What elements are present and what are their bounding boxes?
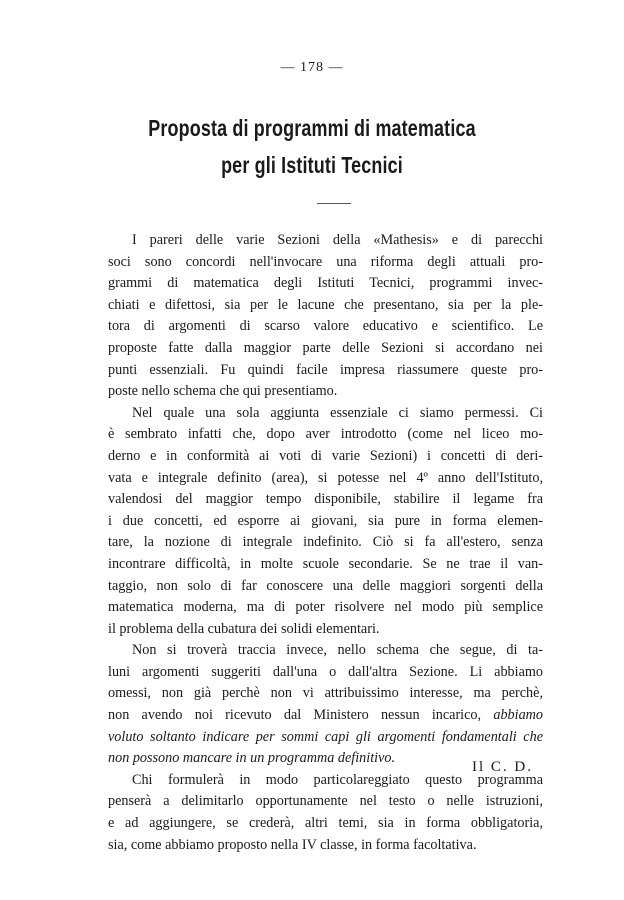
text-line: derno e in conformità ai voti di varie Sezioni) i concetti di deri- [108, 447, 543, 464]
text-line: incontrare difficoltà, in molte scuole secondarie. Se ne trae il van- [108, 555, 543, 572]
title-divider [317, 203, 351, 204]
page-number: — 178 — [280, 60, 344, 75]
text-line: taggio, non solo di far conoscere una delle maggiori sorgenti della [108, 577, 543, 594]
text-line: tora di argomenti di scarso valore educativo e scientifico. Le [108, 318, 543, 335]
text-line: vata e integrale definito (area), si potesse nel 4º anno dell'Istituto, [108, 469, 543, 486]
title-line-1: Proposta di programmi di matematica [148, 115, 476, 141]
text-line-italic: non possono mancare in un programma definitivo. [108, 750, 396, 767]
text-line: chiati e difettosi, sia per le lacune che presentano, sia per la ple- [108, 296, 543, 313]
text-line: poste nello schema che qui presentiamo. [108, 383, 338, 400]
text-line: proposte fatte dalla maggior parte delle Sezioni si accordano nei [108, 339, 543, 356]
text-line: grammi di matematica degli Istituti Tecnici, programmi invec- [108, 275, 543, 292]
text-plain-segment: non avendo noi ricevuto dal Ministero nessun incarico, [108, 707, 494, 724]
text-line-mixed [108, 705, 543, 727]
text-line: penserà a delimitarlo opportunamente nel testo o nelle istruzioni, [108, 793, 543, 810]
text-line-italic: voluto soltanto indicare per sommi capi gli argomenti fondamentali che [108, 728, 543, 745]
text-line: soci sono concordi nell'invocare una riforma degli attuali pro- [108, 253, 543, 270]
text-line: punti essenziali. Fu quindi facile impresa riassumere queste pro- [108, 361, 543, 378]
text-line: è sembrato infatti che, dopo aver introdotto (come nel liceo mo- [108, 426, 543, 443]
text-italic-segment: abbiamo [493, 707, 543, 724]
text-line: Non si troverà traccia invece, nello schema che segue, di ta- [132, 642, 543, 659]
text-line: matematica moderna, ma di poter risolvere nel modo più semplice [108, 599, 543, 616]
text-line: I pareri delle varie Sezioni della «Mathesis» e di parecchi [132, 232, 543, 248]
text-line: Chi formulerà in modo particolareggiato questo programma [132, 771, 543, 788]
title-line-2: per gli Istituti Tecnici [221, 152, 403, 178]
text-line: Nel quale una sola aggiunta essenziale ci siamo permessi. Ci [132, 404, 543, 421]
text-line: luni argomenti suggeriti dall'una o dall'altra Sezione. Li abbiamo [108, 663, 543, 680]
text-line: omessi, non già perchè non vi attribuissimo interesse, ma perchè, [108, 685, 543, 702]
text-line: tare, la nozione di integrale indefinito. Ciò si fa all'estero, senza [108, 534, 543, 551]
text-line: il problema della cubatura dei solidi elementari. [108, 620, 380, 637]
text-line: valendosi del maggior tempo disponibile, stabilire il legame fra [108, 491, 543, 508]
signature: Il C. D. [472, 759, 533, 775]
text-line: sia, come abbiamo proposto nella IV classe, in forma facoltativa. [108, 836, 477, 853]
text-line: i due concetti, ed esporre ai giovani, sia pure in forma elemen- [108, 512, 543, 529]
text-line: e ad aggiungere, se crederà, altri temi, sia in forma obbligatoria, [108, 815, 543, 832]
